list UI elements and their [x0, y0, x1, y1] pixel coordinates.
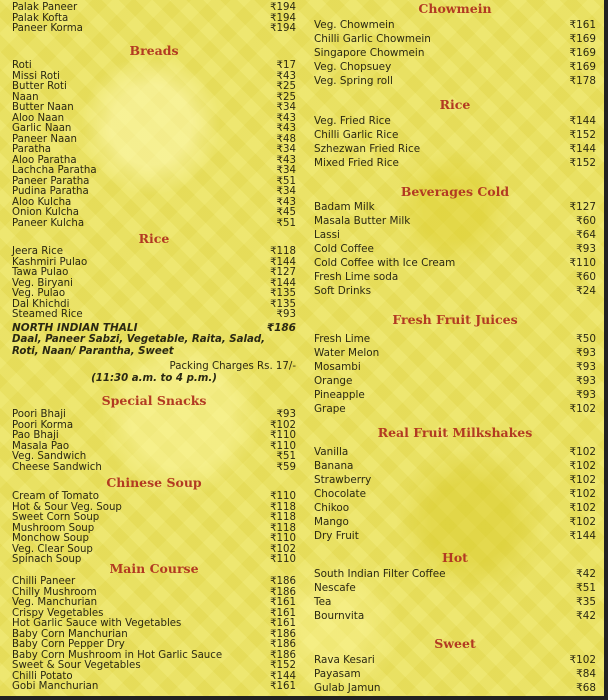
menu-item [314, 242, 596, 256]
menu-item-name: Veg. Chowmein [314, 19, 395, 31]
menu-item-name: Palak Paneer [12, 2, 78, 13]
menu-item-price: ₹110 [270, 533, 296, 544]
menu-item [314, 200, 596, 214]
menu-item-list [314, 567, 596, 623]
menu-item-price: ₹144 [569, 143, 596, 155]
menu-item-list [12, 247, 296, 321]
menu-item-price: ₹34 [276, 186, 296, 197]
menu-item-price: ₹110 [270, 554, 296, 565]
menu-item-name: Sweet Corn Soup [12, 512, 100, 523]
menu-item [12, 145, 296, 156]
menu-item-price: ₹43 [276, 196, 296, 208]
menu-item-name: Chilli Paneer [12, 576, 76, 587]
menu-item [12, 310, 296, 321]
menu-item-price: ₹45 [276, 207, 296, 218]
menu-item-name: Butter Naan [12, 102, 74, 113]
menu-item-price: ₹43 [276, 154, 296, 166]
menu-item [12, 431, 296, 442]
menu-item-name: Lassi [314, 229, 340, 241]
menu-item [314, 46, 596, 60]
menu-item-price: ₹48 [276, 133, 296, 145]
section-heading-rice: Rice [138, 231, 170, 246]
menu-item-name: Chikoo [314, 502, 350, 514]
menu-item [314, 402, 596, 416]
menu-item-price: ₹135 [270, 298, 296, 310]
menu-item-name: Palak Kofta [12, 12, 69, 24]
menu-item-price: ₹152 [270, 660, 296, 671]
menu-item [12, 187, 296, 198]
menu-item-price: ₹135 [270, 288, 296, 299]
menu-item-price: ₹102 [270, 419, 296, 431]
menu-item-price: ₹60 [576, 215, 596, 227]
section-real-fruit-milkshakes [314, 425, 596, 543]
menu-item [314, 609, 596, 623]
menu-item [12, 61, 296, 72]
menu-item-price: ₹127 [569, 201, 596, 213]
section-heading-hot: Hot [442, 550, 468, 565]
menu-item-price: ₹144 [270, 256, 296, 268]
section-heading-sweet: Sweet [434, 636, 476, 651]
menu-item-name: Chilli Potato [12, 670, 73, 682]
menu-item-price: ₹93 [276, 309, 296, 320]
menu-item-name: Veg. Fried Rice [314, 115, 391, 127]
menu-item-price: ₹186 [270, 586, 296, 598]
menu-item-price: ₹43 [276, 70, 296, 82]
menu-item-price: ₹194 [270, 23, 296, 34]
menu-item-name: Veg. Pulao [12, 288, 66, 299]
menu-item-name: Veg. Biryani [12, 277, 73, 289]
menu-item-list [314, 200, 596, 298]
menu-item-name: Aloo Kulcha [12, 196, 72, 208]
section-beverages-cold [314, 184, 596, 298]
menu-item [12, 166, 296, 177]
section-hot [314, 550, 596, 623]
section-rice-left [12, 231, 296, 321]
menu-item-price: ₹51 [276, 217, 296, 229]
menu-item-name: Pao Bhaji [12, 430, 59, 441]
menu-item-name: Cold Coffee with Ice Cream [314, 257, 456, 269]
menu-item-name: Chilly Mushroom [12, 586, 97, 598]
menu-item [314, 346, 596, 360]
menu-item-name: Monchow Soup [12, 533, 89, 544]
menu-item-price: ₹161 [270, 597, 296, 608]
menu-item-price: ₹169 [569, 33, 596, 45]
menu-item [314, 60, 596, 74]
menu-item [314, 18, 596, 32]
menu-item-name: Baby Corn Manchurian [12, 628, 128, 640]
section-heading-beverages-cold: Beverages Cold [400, 184, 510, 199]
menu-item [12, 124, 296, 135]
menu-item-name: Baby Corn Pepper Dry [12, 639, 125, 650]
menu-item-price: ₹161 [270, 607, 296, 619]
menu-item-price: ₹110 [270, 491, 296, 502]
menu-item-price: ₹51 [276, 175, 296, 187]
menu-item [12, 268, 296, 279]
menu-item [314, 360, 596, 374]
menu-item-name: Tea [314, 596, 332, 608]
menu-item-list [314, 445, 596, 543]
menu-item [314, 515, 596, 529]
menu-item [12, 492, 296, 503]
menu-item-name: Steamed Rice [12, 309, 83, 320]
menu-item-name: Butter Roti [12, 81, 67, 92]
menu-item-name: Rava Kesari [314, 654, 375, 666]
menu-item-name: Chilli Garlic Rice [314, 129, 399, 141]
menu-item [314, 667, 596, 681]
menu-item-name: Nescafe [314, 582, 356, 594]
menu-item [12, 534, 296, 545]
menu-item [314, 653, 596, 667]
menu-item [314, 142, 596, 156]
menu-item-name: Water Melon [314, 347, 380, 359]
menu-item-price: ₹35 [576, 596, 596, 608]
menu-item-price: ₹118 [270, 246, 296, 257]
menu-item [12, 103, 296, 114]
menu-item-name: Strawberry [314, 474, 372, 486]
menu-item-price: ₹84 [576, 668, 596, 680]
menu-item-name: Singapore Chowmein [314, 47, 425, 59]
menu-item-name: Onion Kulcha [12, 207, 79, 218]
menu-item-name: Veg. Sandwich [12, 451, 87, 462]
menu-item-list [12, 410, 296, 473]
menu-item-name: Paneer Kulcha [12, 217, 85, 229]
menu-item-list [314, 18, 596, 88]
menu-item-name: Cold Coffee [314, 243, 374, 255]
menu-item [314, 214, 596, 228]
section-heading-chinese-soup: Chinese Soup [106, 475, 202, 490]
menu-item-price: ₹169 [569, 61, 596, 73]
menu-item [12, 619, 296, 630]
menu-item-price: ₹42 [576, 568, 596, 580]
menu-item-price: ₹102 [569, 488, 596, 500]
menu-item-name: Sweet & Sour Vegetables [12, 660, 141, 671]
menu-item-name: Cheese Sandwich [12, 461, 102, 473]
menu-item [314, 681, 596, 695]
menu-item-price: ₹93 [276, 409, 296, 420]
menu-item-list [314, 653, 596, 695]
menu-item-price: ₹34 [276, 165, 296, 176]
menu-item [12, 208, 296, 219]
menu-item-price: ₹17 [276, 60, 296, 71]
menu-item-name: Poori Korma [12, 419, 74, 431]
menu-item-name: Hot & Sour Veg. Soup [12, 501, 122, 513]
menu-item-name: Hot Garlic Sauce with Vegetables [12, 618, 182, 629]
thali-row [12, 322, 296, 334]
menu-item-price: ₹93 [576, 361, 596, 373]
menu-item-price: ₹118 [270, 501, 296, 513]
menu-item-name: Mushroom Soup [12, 522, 95, 534]
menu-item [314, 567, 596, 581]
menu-item [12, 598, 296, 609]
menu-item-price: ₹102 [569, 403, 596, 415]
menu-item-price: ₹43 [276, 112, 296, 124]
menu-item-price: ₹59 [276, 461, 296, 473]
menu-item-name: Jeera Rice [12, 246, 63, 257]
section-north-indian-thali [12, 322, 296, 385]
menu-item-price: ₹68 [576, 682, 596, 694]
menu-item-name: Naan [12, 91, 39, 103]
menu-item [314, 74, 596, 88]
menu-item-price: ₹42 [576, 610, 596, 622]
menu-item-name: Aloo Paratha [12, 154, 77, 166]
menu-item-name: Dry Fruit [314, 530, 359, 542]
menu-item-name: Kashmiri Pulao [12, 256, 88, 268]
menu-item-price: ₹102 [569, 654, 596, 666]
menu-item [314, 388, 596, 402]
menu-item [314, 114, 596, 128]
menu-item-name: Grape [314, 403, 346, 415]
menu-item-name: Missi Roti [12, 70, 60, 82]
section-main-course [12, 561, 296, 693]
menu-item-price: ₹34 [276, 144, 296, 155]
section-heading-rice: Rice [439, 97, 471, 112]
menu-item-price: ₹64 [576, 229, 596, 241]
section-heading-breads: Breads [129, 43, 179, 58]
menu-item [314, 284, 596, 298]
menu-item-price: ₹144 [270, 670, 296, 682]
menu-item-price: ₹186 [270, 639, 296, 650]
menu-item [12, 82, 296, 93]
menu-item-price: ₹118 [270, 522, 296, 534]
section-fresh-fruit-juices [314, 312, 596, 416]
menu-item-price: ₹102 [569, 502, 596, 514]
menu-item-name: Soft Drinks [314, 285, 371, 297]
thali-price: ₹186 [266, 322, 296, 334]
menu-item-price: ₹144 [569, 115, 596, 127]
menu-item-name: Orange [314, 375, 353, 387]
menu-item-name: Aloo Naan [12, 112, 65, 124]
menu-item-list [12, 3, 296, 35]
menu-item-price: ₹60 [576, 271, 596, 283]
section-breads [12, 43, 296, 229]
menu-item-list [314, 332, 596, 416]
menu-item-name: Mango [314, 516, 349, 528]
menu-item-price: ₹110 [270, 440, 296, 452]
menu-item-price: ₹102 [569, 474, 596, 486]
menu-item-price: ₹161 [270, 618, 296, 629]
menu-item-price: ₹161 [270, 681, 296, 692]
menu-item-name: Tawa Pulao [12, 267, 69, 278]
thali-hours: (11:30 a.m. to 4 p.m.) [91, 373, 217, 384]
menu-item-price: ₹43 [276, 123, 296, 134]
menu-item-list [12, 577, 296, 693]
menu-item-name: Pudina Paratha [12, 186, 89, 197]
menu-item [12, 410, 296, 421]
menu-item-name: Roti [12, 60, 32, 71]
section-special-snacks [12, 393, 296, 473]
menu-item-name: Veg. Chopsuey [314, 61, 392, 73]
menu-item [314, 374, 596, 388]
menu-item [12, 577, 296, 588]
menu-item-name: Payasam [314, 668, 361, 680]
menu-item-price: ₹24 [576, 285, 596, 297]
menu-item-price: ₹169 [569, 47, 596, 59]
menu-item [314, 156, 596, 170]
menu-item [12, 661, 296, 672]
menu-item-price: ₹102 [569, 446, 596, 458]
menu-item-name: Poori Bhaji [12, 409, 66, 420]
menu-item-price: ₹93 [576, 243, 596, 255]
menu-item-name: Paneer Paratha [12, 175, 90, 187]
menu-item [314, 459, 596, 473]
menu-item-name: Veg. Spring roll [314, 75, 393, 87]
menu-item [314, 332, 596, 346]
menu-item-price: ₹186 [270, 628, 296, 640]
thali-description: Daal, Paneer Sabzi, Vegetable, Raita, Salad, Roti, Naan/ Parantha, Sweet [12, 334, 266, 357]
menu-item-name: Vanilla [314, 446, 349, 458]
menu-item-price: ₹161 [569, 19, 596, 31]
menu-item [314, 128, 596, 142]
menu-item-name: Garlic Naan [12, 123, 72, 134]
section-heading-fresh-fruit-juices: Fresh Fruit Juices [392, 312, 518, 327]
menu-item [12, 289, 296, 300]
menu-item [12, 3, 296, 14]
section-sweet [314, 636, 596, 695]
menu-item-price: ₹51 [276, 451, 296, 462]
menu-item [314, 32, 596, 46]
menu-item-name: Gulab Jamun [314, 682, 381, 694]
menu-item [314, 445, 596, 459]
menu-item-price: ₹144 [569, 530, 596, 542]
menu-item [12, 247, 296, 258]
menu-item [314, 581, 596, 595]
menu-item-name: Mosambi [314, 361, 361, 373]
menu-item-name: Spinach Soup [12, 554, 82, 565]
menu-item-name: Badam Milk [314, 201, 375, 213]
section-heading-main-course: Main Course [109, 561, 199, 576]
menu-item-name: Gobi Manchurian [12, 681, 99, 692]
menu-item [314, 595, 596, 609]
section-chowmein [314, 1, 596, 88]
menu-item-name: Lachcha Paratha [12, 165, 97, 176]
menu-item-price: ₹186 [270, 649, 296, 661]
menu-item-name: Mixed Fried Rice [314, 157, 399, 169]
section-top-items [12, 3, 296, 35]
menu-item [314, 473, 596, 487]
menu-item-price: ₹51 [576, 582, 596, 594]
menu-item [314, 501, 596, 515]
menu-item [314, 529, 596, 543]
menu-item-price: ₹152 [569, 129, 596, 141]
menu-item-name: Chocolate [314, 488, 366, 500]
menu-item-price: ₹93 [576, 389, 596, 401]
menu-item-name: Veg. Clear Soup [12, 543, 93, 555]
menu-item-price: ₹93 [576, 347, 596, 359]
section-heading-special-snacks: Special Snacks [101, 393, 207, 408]
menu-item-price: ₹110 [270, 430, 296, 441]
menu-item-name: Crispy Vegetables [12, 607, 104, 619]
menu-item-price: ₹50 [576, 333, 596, 345]
menu-item-list [12, 61, 296, 229]
menu-item [314, 487, 596, 501]
section-rice-right [314, 97, 596, 170]
menu-item-name: Szhezwan Fried Rice [314, 143, 421, 155]
menu-item-name: Paneer Naan [12, 133, 77, 145]
menu-item-price: ₹102 [569, 516, 596, 528]
menu-item-price: ₹110 [569, 257, 596, 269]
menu-item-name: Pineapple [314, 389, 365, 401]
thali-packing-charges: Packing Charges Rs. 17/- [169, 361, 296, 372]
menu-item-price: ₹178 [569, 75, 596, 87]
section-chinese-soup [12, 475, 296, 566]
menu-item [12, 135, 296, 146]
menu-item [12, 640, 296, 651]
thali-name: NORTH INDIAN THALI [12, 322, 138, 334]
menu-item-price: ₹93 [576, 375, 596, 387]
menu-item-name: Dal Khichdi [12, 298, 70, 310]
menu-item [12, 513, 296, 524]
menu-item-name: Masala Pao [12, 440, 70, 452]
menu-item-price: ₹194 [270, 2, 296, 13]
menu-item [12, 682, 296, 693]
menu-item-price: ₹144 [270, 277, 296, 289]
menu-item-price: ₹102 [270, 543, 296, 555]
menu-item-name: Veg. Manchurian [12, 597, 98, 608]
menu-item [12, 452, 296, 463]
menu-item-price: ₹152 [569, 157, 596, 169]
menu-item-name: Bournvita [314, 610, 365, 622]
menu-item [314, 256, 596, 270]
menu-item-name: Fresh Lime soda [314, 271, 399, 283]
menu-item-list [12, 492, 296, 566]
menu-item [12, 24, 296, 35]
menu-item-price: ₹34 [276, 102, 296, 113]
menu-item-name: Baby Corn Mushroom in Hot Garlic Sauce [12, 649, 223, 661]
menu-item-price: ₹186 [270, 576, 296, 587]
menu-item-name: Fresh Lime [314, 333, 371, 345]
menu-item-price: ₹25 [276, 91, 296, 103]
menu-item [12, 219, 296, 230]
menu-item-name: Paratha [12, 144, 52, 155]
menu-item-name: Paneer Korma [12, 23, 83, 34]
menu-item-price: ₹102 [569, 460, 596, 472]
menu-item-name: Chilli Garlic Chowmein [314, 33, 431, 45]
menu-item-name: Masala Butter Milk [314, 215, 411, 227]
menu-item-price: ₹25 [276, 81, 296, 92]
menu-item-price: ₹127 [270, 267, 296, 278]
menu-item-name: Cream of Tomato [12, 491, 99, 502]
menu-item-list [314, 114, 596, 170]
section-heading-milkshakes: Real Fruit Milkshakes [377, 425, 533, 440]
menu-item-price: ₹194 [270, 12, 296, 24]
menu-item-name: South Indian Filter Coffee [314, 568, 446, 580]
menu-item [314, 270, 596, 284]
section-heading-chowmein: Chowmein [418, 1, 492, 16]
menu-item-price: ₹118 [270, 512, 296, 523]
menu-item-name: Banana [314, 460, 354, 472]
menu-item [12, 463, 296, 474]
menu-item [314, 228, 596, 242]
